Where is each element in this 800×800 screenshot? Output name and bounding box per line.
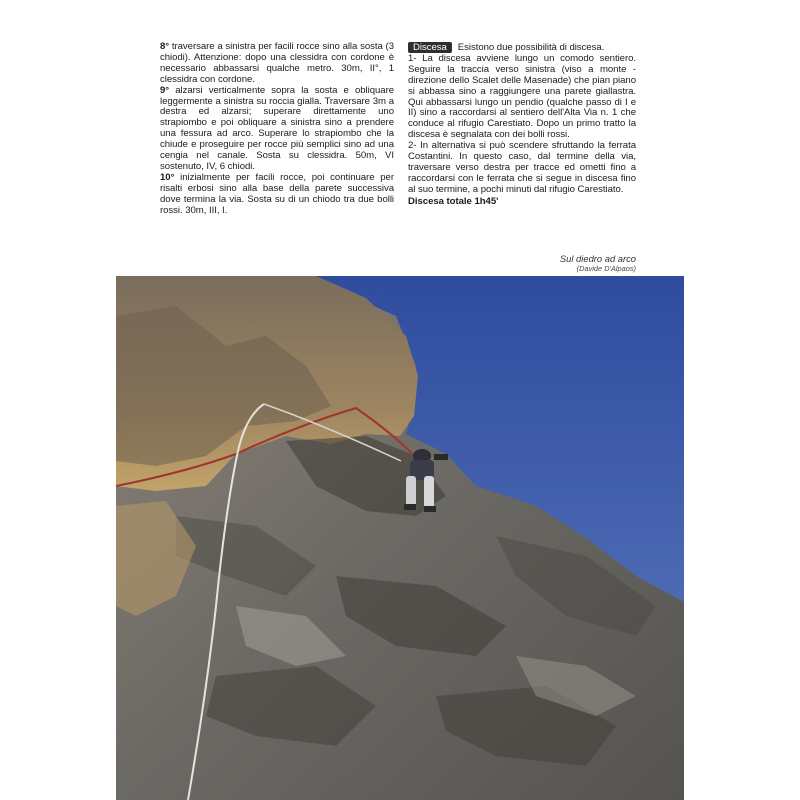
descent-option-2: 2- In alternativa si può scendere sfruttando la ferrata Costantini. In questo caso, dal termine della via, traversare verso destra per tracce ed ometti fino a raccordarsi con le ferrata che si segue in discesa fino al suo termine, a pochi minuti dal rifugio Carestiato. bbox=[408, 140, 636, 195]
pitch-text: alzarsi verticalmente sopra la sosta e obliquare leggermente a sinistra su roccia gialla. Traversare 3m a destra ed alzarsi; superare direttamente uno strapiombo e poi obliquare a sinistra sino a prendere una fessura ad arco. Superare lo strapiombo che la chiude e proseguire per rocce più semplici sino ad una cengia nel canale. Sosta su clessidra. 50m, VI sostenuto, IV, 6 chiodi. bbox=[160, 84, 394, 172]
descent-section bbox=[408, 42, 636, 208]
pitch-8 bbox=[160, 42, 394, 86]
pitch-number: 8° bbox=[160, 41, 170, 52]
pitch-number: 9° bbox=[160, 84, 170, 96]
caption-title: Sul diedro ad arco bbox=[559, 253, 636, 264]
descent-option-1: 1- La discesa avviene lungo un comodo sentiero. Seguire la traccia verso sinistra (viso a monte - direzione dello Scalet delle Masenade) che pian piano si abbassa sino a raggiungere una parete giallastra. Qui abbassarsi lungo un pendio (qualche passo di I e II) sino a raccordarsi al sentiero dell'Alta Via n. 1 che conduce al rifugio Carestiato. Dopo un primo tratto la discesa è segnalata con dei bolli rossi. bbox=[408, 52, 636, 141]
guidebook-page bbox=[116, 0, 684, 800]
pitch-9 bbox=[160, 86, 394, 173]
descent-intro: Esistono due possibilità di discesa. bbox=[457, 42, 605, 53]
descent-badge: Discesa bbox=[408, 42, 452, 53]
pitch-text: inizialmente per facili rocce, poi continuare per risalti erbosi sino alla base della parete successiva dove termina la via. Sosta su di un chiodo tra due bolli rossi. 30m, III, I. bbox=[160, 171, 394, 216]
pitch-10 bbox=[160, 173, 394, 217]
climbing-photo bbox=[116, 276, 684, 800]
photo-caption bbox=[560, 253, 636, 273]
pitch-text: traversare a sinistra per facili rocce sino alla sosta (3 chiodi). Attenzione: dopo una clessidra con cordone è necessario abbassarsi qualche metro. 30m, II°, 1 clessidra con cordone. bbox=[160, 41, 394, 85]
descent-total: Discesa totale 1h45' bbox=[408, 195, 499, 207]
pitch-number: 10° bbox=[160, 171, 175, 183]
pitch-descriptions bbox=[160, 42, 394, 217]
caption-credit: (Davide D'Alpaos) bbox=[576, 264, 636, 273]
